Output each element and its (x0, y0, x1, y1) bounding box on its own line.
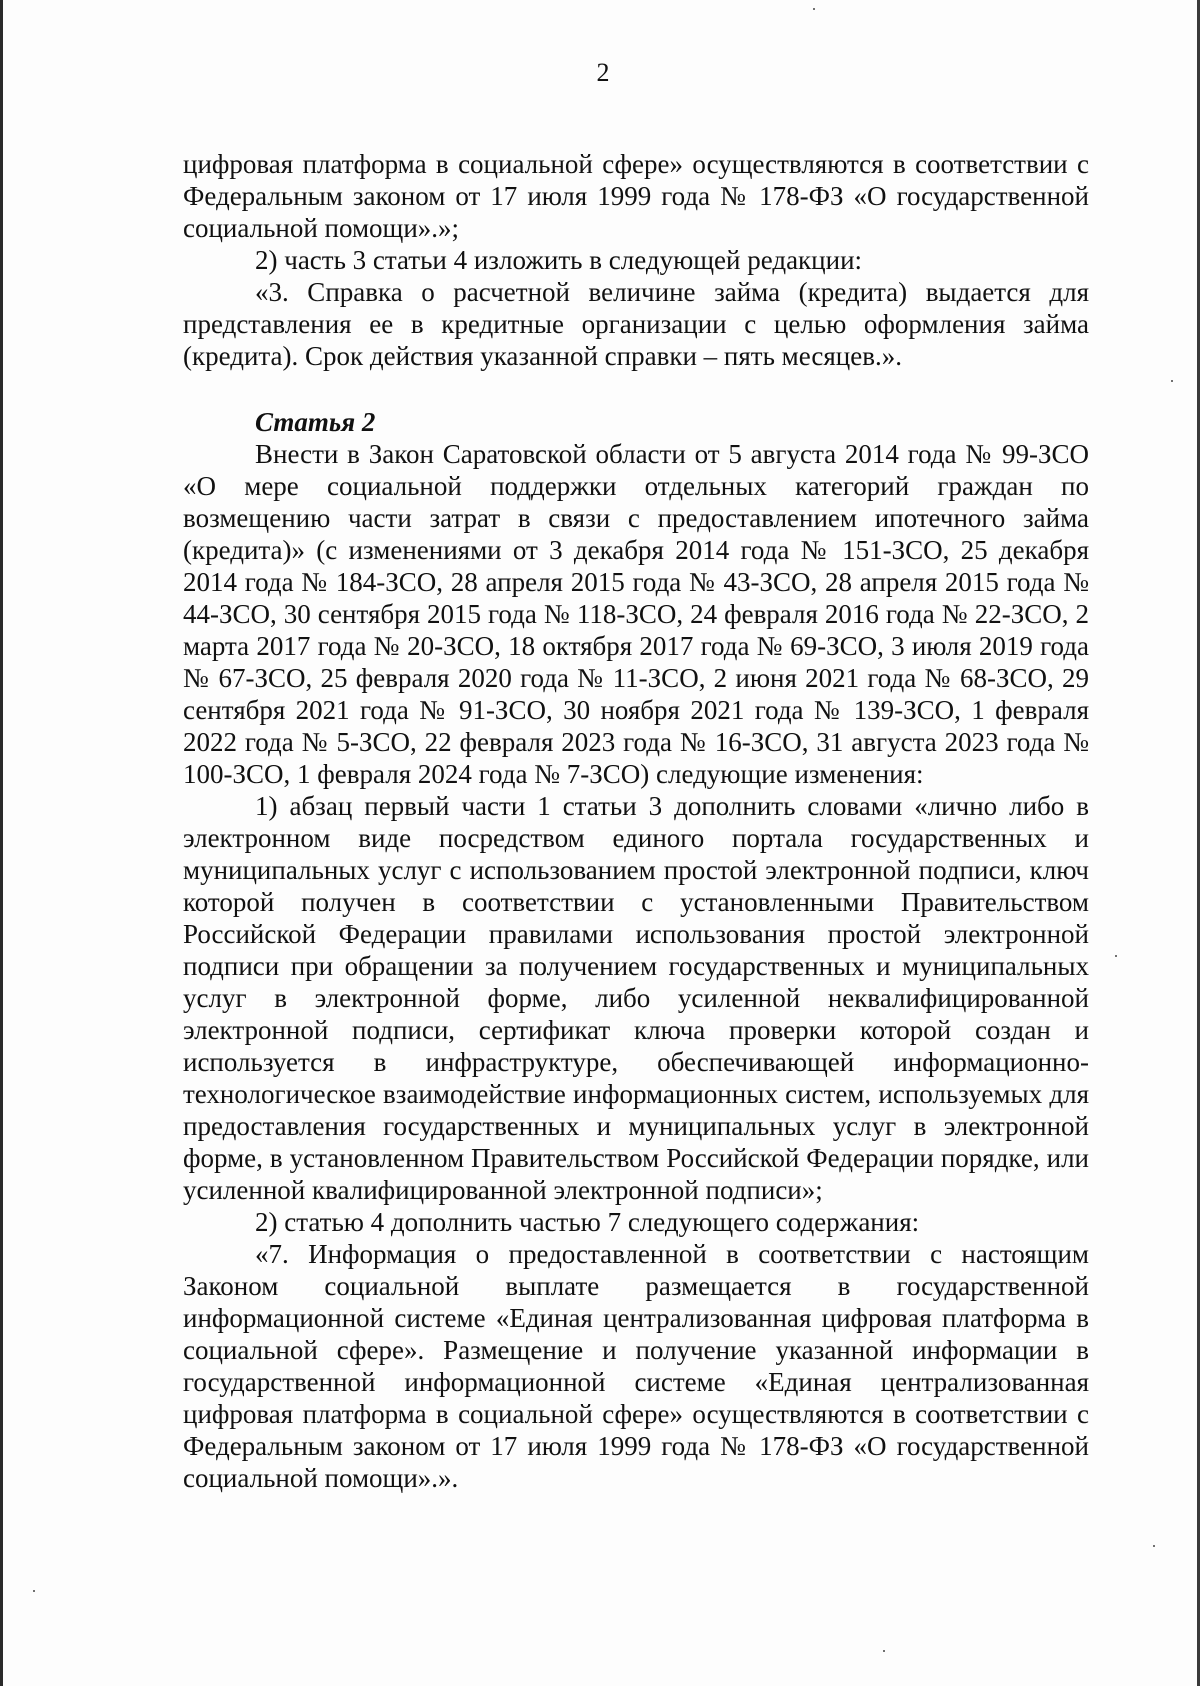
paragraph-item-2: 2) часть 3 статьи 4 изложить в следующей редакции: (255, 245, 863, 275)
scan-speck (1115, 955, 1117, 957)
paragraph-quote-7: «7. Информация о предоставленной в соответствии с настоящим Законом социальной выплате размещается в государственной информационной системе «Единая централизованная цифровая платформа в социальной сфере». Размещение и получение указанной информации в государственной информационной системе «Единая централизованная цифровая платформа в социальной сфере» осуществляются в соответствии с Федеральным законом от 17 июля 1999 года № 178-ФЗ «О государственной социальной помощи».». (183, 1239, 1089, 1493)
scan-speck (883, 1650, 885, 1652)
paragraph-item-1: 1) абзац первый части 1 статьи 3 дополнить словами «лично либо в электронном виде посредством единого портала государственных и муниципальных услуг с использованием простой электронной подписи, ключ которой получен в соответствии с установленными Правительством Российской Федерации правилами использования простой электронной подписи при обращении за получением государственных и муниципальных услуг в электронной форме, либо усиленной неквалифицированной электронной подписи, сертификат ключа проверки которой создан и используется в инфраструктуре, обеспечивающей информационно-технологическое взаимодействие информационных систем, используемых для предоставления государственных и муниципальных услуг в электронной форме, в установленном Правительством Российской Федерации порядке, или усиленной квалифицированной электронной подписи»; (183, 791, 1089, 1205)
paragraph-continuation: цифровая платформа в социальной сфере» осуществляются в соответствии с Федеральным законом от 17 июля 1999 года № 178-ФЗ «О государственной социальной помощи».»; (183, 149, 1089, 243)
article-heading: Статья 2 (255, 407, 376, 437)
scan-speck (1171, 380, 1173, 382)
document-body (183, 148, 1089, 1494)
paragraph-quote-3: «3. Справка о расчетной величине займа (кредита) выдается для представления ее в кредитные организации с целью оформления займа (кредита). Срок действия указанной справки – пять месяцев.». (183, 277, 1089, 371)
scan-speck (813, 8, 815, 10)
scan-speck (33, 1590, 35, 1592)
scan-speck (1153, 1545, 1155, 1547)
paragraph-amend-law: Внести в Закон Саратовской области от 5 августа 2014 года № 99-ЗСО «О мере социальной поддержки отдельных категорий граждан по возмещению части затрат в связи с предоставлением ипотечного займа (кредита)» (с изменениями от 3 декабря 2014 года № 151-ЗСО, 25 декабря 2014 года № 184-ЗСО, 28 апреля 2015 года № 43-ЗСО, 28 апреля 2015 года № 44-ЗСО, 30 сентября 2015 года № 118-ЗСО, 24 февраля 2016 года № 22-ЗСО, 2 марта 2017 года № 20-ЗСО, 18 октября 2017 года № 69-ЗСО, 3 июля 2019 года № 67-ЗСО, 25 февраля 2020 года № 11-ЗСО, 2 июня 2021 года № 68-ЗСО, 29 сентября 2021 года № 91-ЗСО, 30 ноября 2021 года № 139-ЗСО, 1 февраля 2022 года № 5-ЗСО, 22 февраля 2023 года № 16-ЗСО, 31 августа 2023 года № 100-ЗСО, 1 февраля 2024 года № 7-ЗСО) следующие изменения: (183, 439, 1089, 789)
paragraph-item-2-article-4: 2) статью 4 дополнить частью 7 следующего содержания: (255, 1207, 920, 1237)
page-number: 2 (596, 58, 610, 87)
